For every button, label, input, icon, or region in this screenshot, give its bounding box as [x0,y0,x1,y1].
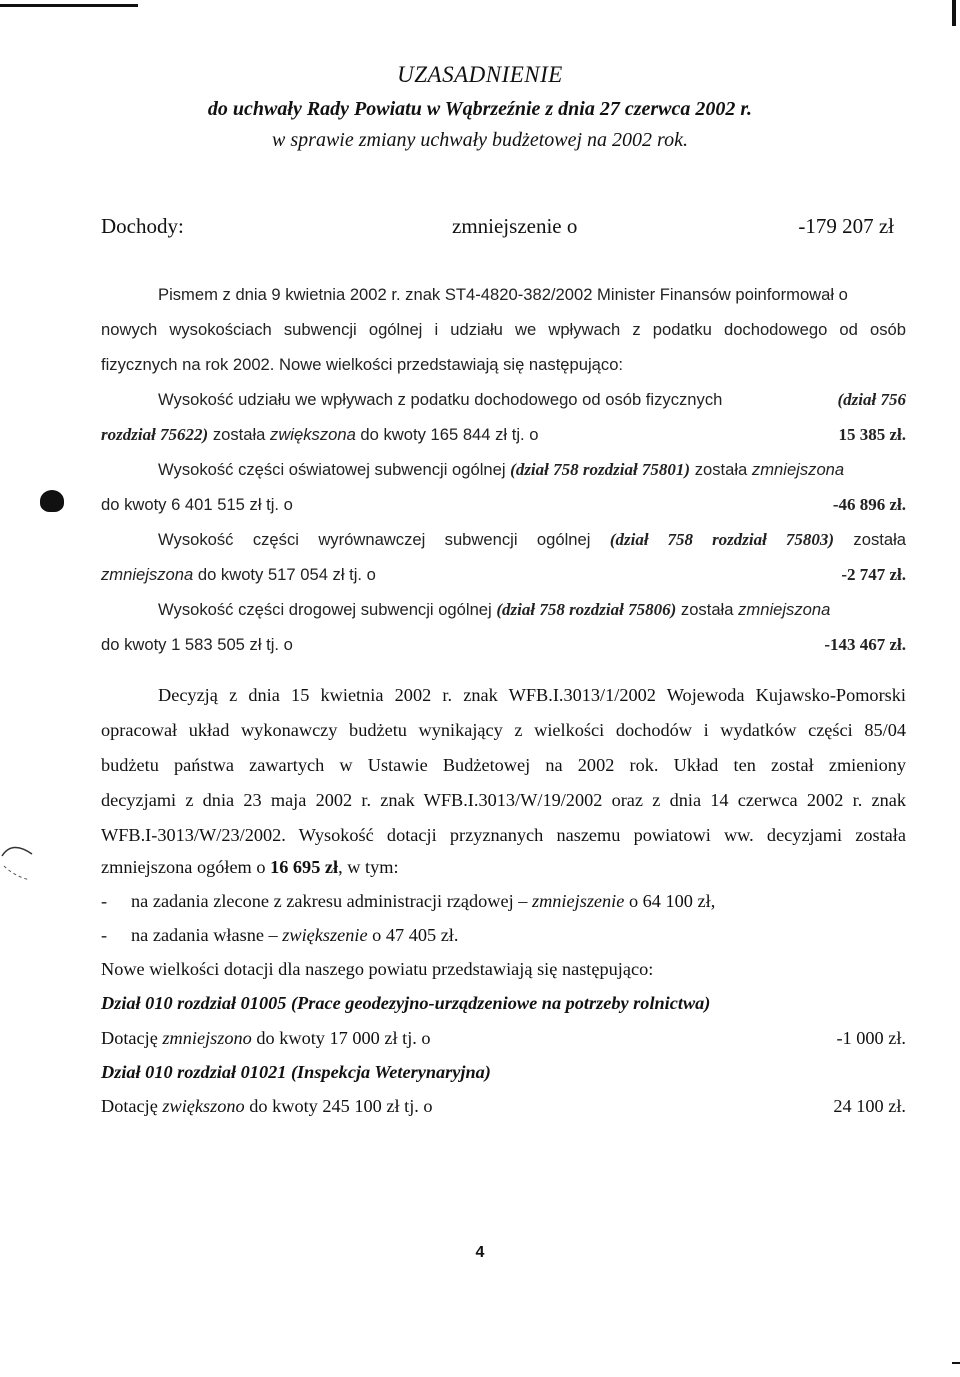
item3-line1 [158,530,906,550]
decision-total-amount: 16 695 zł [270,857,339,877]
scan-blot [40,490,64,512]
dzial2-line [101,1096,906,1117]
decision-line-6 [101,857,906,878]
decision-line-3: budżetu państwa zawartych w Ustawie Budżetowej na 2002 rok. Układ ten został zmieniony [101,755,906,775]
scan-right-bottom-mark [952,1362,960,1364]
item3-text-b: została [834,530,907,549]
dzial2-direction: zwiększono [162,1096,245,1116]
dzial1-line [101,1028,906,1049]
item1-text-b: do kwoty 165 844 zł tj. o [355,425,539,444]
item2-direction: zmniejszona [751,460,845,479]
dzial1-text-a: Dotację [101,1028,163,1048]
summary-change: zmniejszenie o [452,214,578,238]
item3-text-a: Wysokość części wyrównawczej subwencji ogólnej [158,530,610,549]
dzial1-heading: Dział 010 rozdział 01005 (Prace geodezyjno-urządzeniowe na potrzeby rolnictwa) [101,993,711,1013]
dzial1-text-b: do kwoty 17 000 zł tj. o [251,1028,431,1048]
item4-text-b: została [676,600,739,619]
item2-section: (dział 758 rozdział 75801) [510,460,691,479]
bullet-2 [101,925,906,946]
item1-rozdzial: rozdział 75622) [101,425,209,444]
item4-direction: zmniejszona [738,600,831,619]
dzial2-amount: 24 100 zł. [833,1096,906,1116]
item2-line1 [158,460,906,480]
item4-text-a: Wysokość części drogowej subwencji ogólnej [158,600,497,619]
decision-line-4: decyzjami z dnia 23 maja 2002 r. znak WFB.I.3013/W/19/2002 oraz z dnia 14 czerwca 2002 r. znak [101,790,906,810]
bullet-1 [101,891,906,912]
document-topic: w sprawie zmiany uchwały budżetowej na 2002 rok. [272,129,688,151]
decision-line-1: Decyzją z dnia 15 kwietnia 2002 r. znak WFB.I.3013/1/2002 Wojewoda Kujawsko-Pomorski [158,685,906,705]
decision-total-suffix: , w tym: [338,857,399,877]
item1-text: Wysokość udziału we wpływach z podatku dochodowego od osób fizycznych [158,390,723,409]
item1-text-a: została [208,425,271,444]
item1-direction: zwiększona [270,425,356,444]
item1-line2 [101,425,906,445]
new-values-line: Nowe wielkości dotacji dla naszego powiatu przedstawiają się następująco: [101,959,654,979]
item3-section: (dział 758 rozdział 75803) [609,530,835,549]
item4-text-c: do kwoty 1 583 505 zł tj. o [101,635,293,654]
item3-text-c: do kwoty 517 054 zł tj. o [193,565,376,584]
item4-amount: -143 467 zł. [824,635,906,654]
item2-line2 [101,495,906,515]
decision-total-text: zmniejszona ogółem o [101,857,271,877]
scan-top-line [0,4,138,7]
item1-amount: 15 385 zł. [838,425,906,444]
summary-amount: -179 207 zł [798,214,894,238]
item2-text-c: do kwoty 6 401 515 zł tj. o [101,495,293,514]
item2-text-a: Wysokość części oświatowej subwencji ogólnej [158,460,511,479]
bullet1-amount: o 64 100 zł, [624,891,716,911]
bullet1-direction: zmniejszenie [531,891,625,911]
item4-line2 [101,635,906,655]
item4-line1 [158,600,906,620]
document-subtitle: do uchwały Rady Powiatu w Wąbrzeźnie z dnia 27 czerwca 2002 r. [207,98,753,120]
bullet2-amount: o 47 405 zł. [367,925,459,945]
bullet1-text-a: na zadania zlecone z zakresu administracji rządowej – [131,891,532,911]
item2-text-b: została [690,460,752,479]
scan-bracket-mark [0,836,40,886]
scan-right-edge-mark [952,0,956,26]
item1-section: (dział 756 [837,390,906,409]
item4-section: (dział 758 rozdział 75806) [496,600,677,619]
item3-direction: zmniejszona [101,565,194,584]
dzial1-direction: zmniejszono [162,1028,252,1048]
dzial2-text-a: Dotację [101,1096,163,1116]
bullet-dash: - [101,891,108,911]
decision-line-5: WFB.I-3013/W/23/2002. Wysokość dotacji przyznanych naszemu powiatowi ww. decyzjami została [101,825,906,845]
item3-amount: -2 747 zł. [841,565,906,584]
dzial1-amount: -1 000 zł. [836,1028,906,1048]
intro-line-3: fizycznych na rok 2002. Nowe wielkości przedstawiają się następująco: [101,355,624,374]
bullet2-text-a: na zadania własne – [131,925,283,945]
summary-label: Dochody: [101,214,184,238]
decision-line-2: opracował układ wykonawczy budżetu wynikający z wielkości dochodów i wydatków części 85/04 [101,720,906,740]
intro-line-1: Pismem z dnia 9 kwietnia 2002 r. znak ST4-4820-382/2002 Minister Finansów poinformował o [158,285,848,304]
item1-line1 [158,390,906,410]
item2-amount: -46 896 zł. [832,495,906,514]
page-number: 4 [475,1244,485,1261]
bullet-dash: - [101,925,108,945]
document-title: UZASADNIENIE [397,62,563,87]
dzial2-heading: Dział 010 rozdział 01021 (Inspekcja Weterynaryjna) [101,1062,491,1082]
dzial2-text-b: do kwoty 245 100 zł tj. o [244,1096,433,1116]
bullet2-direction: zwiększenie [282,925,368,945]
item3-line2 [101,565,906,585]
intro-line-2: nowych wysokościach subwencji ogólnej i udziału we wpływach z podatku dochodowego od osób [101,320,906,339]
